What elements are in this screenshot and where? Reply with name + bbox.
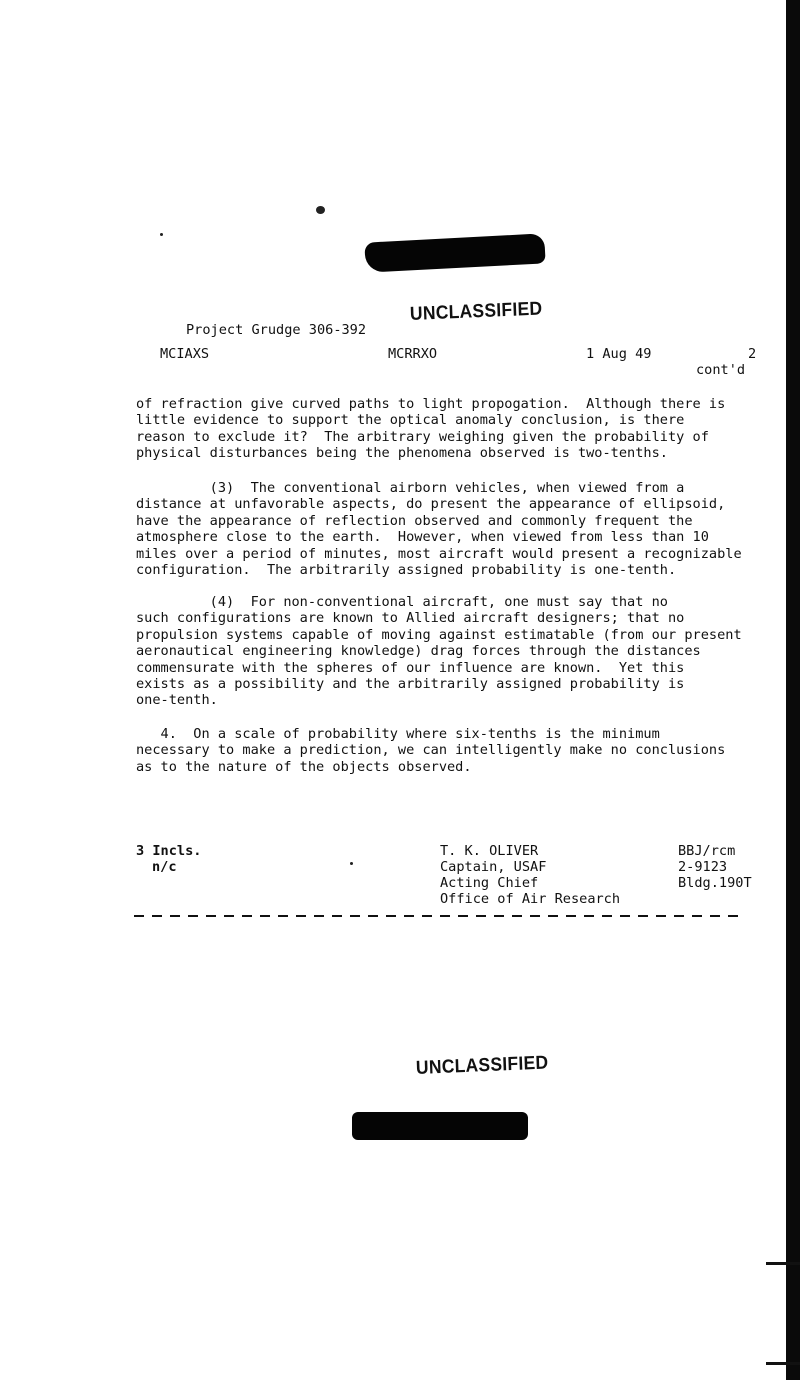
enclosures-count: 3 Incls. — [136, 843, 202, 859]
text-line: exists as a possibility and the arbitrarily assigned probability is — [136, 676, 685, 693]
scan-edge — [786, 0, 800, 1380]
text-line: propulsion systems capable of moving against estimatable (from our present — [136, 626, 742, 643]
paragraph-4 — [136, 594, 742, 709]
redaction-bar-bottom — [352, 1112, 528, 1140]
enclosures-note: n/c — [152, 859, 177, 875]
paragraph-3 — [136, 480, 742, 578]
paragraph-continued — [136, 396, 725, 462]
text-line: have the appearance of reflection observed and commonly frequent the — [136, 512, 693, 529]
to-office-code: MCRRXO — [388, 346, 438, 362]
paragraph-item-4 — [136, 726, 725, 775]
text-line: as to the nature of the objects observed. — [136, 758, 472, 775]
text-line: distance at unfavorable aspects, do present the appearance of ellipsoid, — [136, 496, 726, 513]
scan-speck — [160, 233, 163, 236]
text-line: (4) For non-conventional aircraft, one must say that no — [136, 594, 668, 610]
text-line: miles over a period of minutes, most aircraft would present a recognizable — [136, 545, 742, 562]
signer-name: T. K. OLIVER — [440, 843, 539, 859]
from-office-code: MCIAXS — [160, 346, 210, 362]
page-number: 2 — [748, 346, 757, 362]
signer-title: Acting Chief — [440, 875, 539, 891]
scan-speck — [316, 206, 325, 214]
classification-stamp-bottom: UNCLASSIFIED — [415, 1052, 549, 1079]
text-line: (3) The conventional airborn vehicles, when viewed from a — [136, 480, 685, 496]
redaction-bar-top — [364, 233, 545, 272]
typist-initials: BBJ/rcm — [678, 843, 736, 859]
text-line: atmosphere close to the earth. However, when viewed from less than 10 — [136, 529, 709, 546]
continued-marker: cont'd — [696, 362, 746, 378]
text-line: aeronautical engineering knowledge) drag forces through the distances — [136, 643, 701, 660]
text-line: one-tenth. — [136, 692, 218, 709]
classification-stamp-top: UNCLASSIFIED — [409, 298, 543, 325]
phone-extension: 2-9123 — [678, 859, 728, 875]
scan-edge-tick — [766, 1362, 800, 1365]
text-line: configuration. The arbitrarily assigned probability is one-tenth. — [136, 562, 677, 579]
signer-office: Office of Air Research — [440, 891, 621, 907]
scan-speck — [350, 862, 353, 865]
text-line: necessary to make a prediction, we can intelligently make no conclusions — [136, 742, 726, 759]
text-line: 4. On a scale of probability where six-tenths is the minimum — [136, 726, 660, 742]
text-line: physical disturbances being the phenomena observed is two-tenths. — [136, 445, 668, 462]
text-line: such configurations are known to Allied aircraft designers; that no — [136, 610, 685, 627]
text-line: little evidence to support the optical anomaly conclusion, is there — [136, 412, 685, 429]
project-reference: Project Grudge 306-392 — [186, 322, 367, 338]
text-line: of refraction give curved paths to light propogation. Although there is — [136, 396, 726, 412]
dashed-separator — [134, 915, 744, 917]
text-line: reason to exclude it? The arbitrary weighing given the probability of — [136, 428, 709, 445]
signer-rank: Captain, USAF — [440, 859, 547, 875]
scan-edge-tick — [766, 1262, 800, 1265]
text-line: commensurate with the spheres of our influence are known. Yet this — [136, 659, 685, 676]
building-number: Bldg.190T — [678, 875, 752, 891]
memo-date: 1 Aug 49 — [586, 346, 652, 362]
